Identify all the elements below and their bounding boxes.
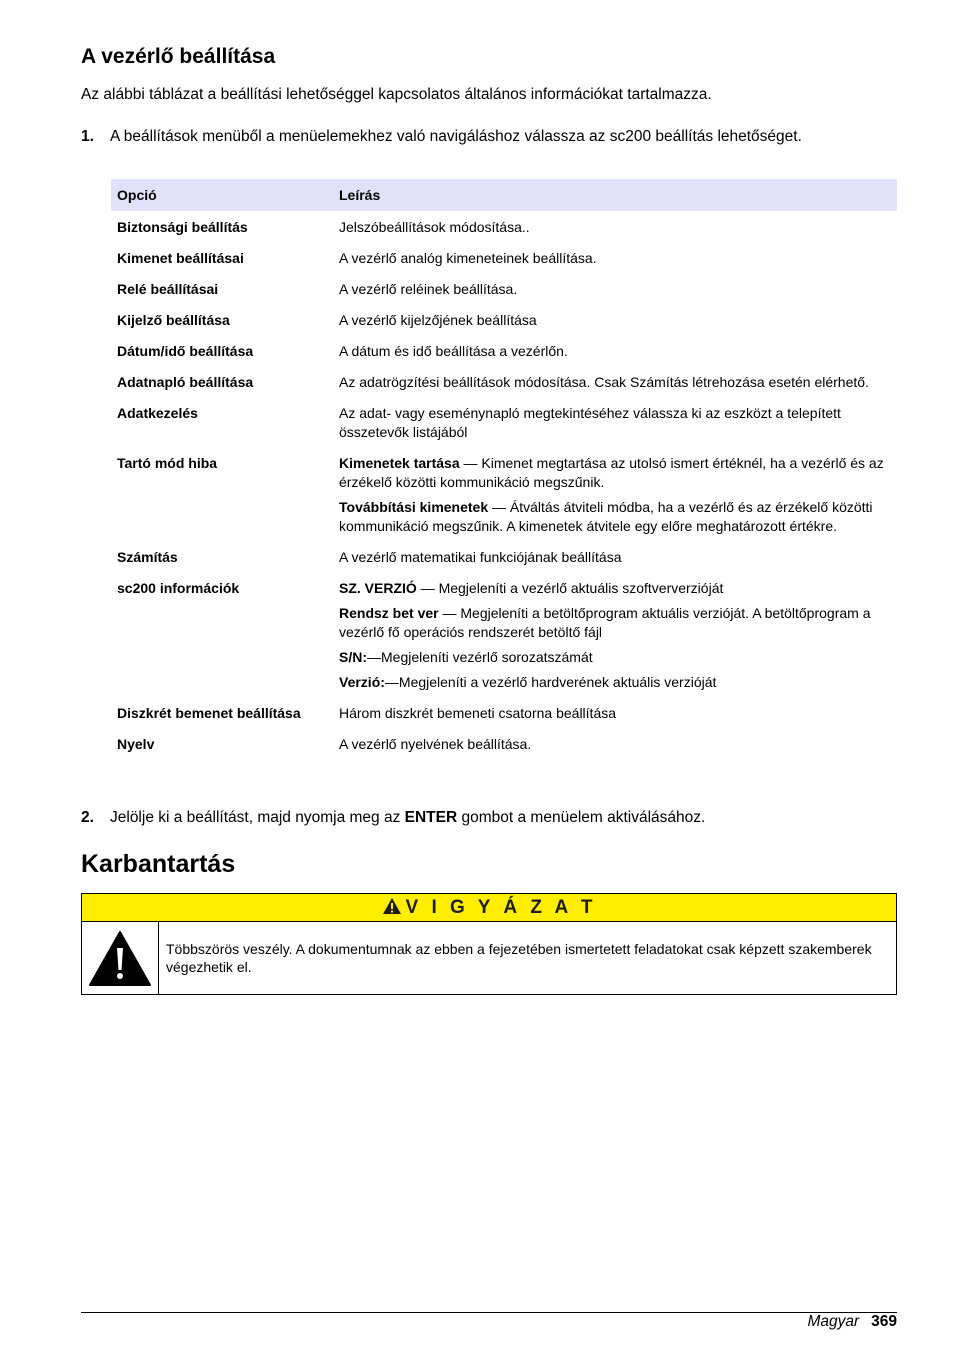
- description-term: Továbbítási kimenetek: [339, 499, 489, 515]
- table-row: [111, 242, 897, 273]
- option-name: Kimenet beállításai: [117, 250, 244, 266]
- table-row: [111, 447, 897, 541]
- description-text: — Megjeleníti a vezérlő aktuális szoftververzióját: [416, 580, 724, 596]
- table-row: [111, 728, 897, 759]
- warning-small-icon: [382, 897, 402, 915]
- table-row: [111, 335, 897, 366]
- description-text: A vezérlő matematikai funkciójának beállítása: [339, 549, 622, 565]
- description-paragraph: [339, 342, 891, 361]
- description-paragraph: [339, 498, 891, 536]
- footer-rule: [81, 1312, 897, 1313]
- option-description: [333, 211, 897, 242]
- description-term: S/N:: [339, 649, 367, 665]
- description-text: A vezérlő analóg kimeneteinek beállítása.: [339, 250, 597, 266]
- description-text: — Megjeleníti a betöltőprogram aktuális verzióját. A betöltőprogram a vezérlő fő operációs rendszerét betöltő fájl: [339, 605, 871, 640]
- description-text: — Kimenet megtartása az utolsó ismert értéknél, ha a vezérlő és az érzékelő közötti kommunikáció megszűnik.: [339, 455, 884, 490]
- description-paragraph: [339, 648, 891, 667]
- description-text: —Megjeleníti a vezérlő hardverének aktuális verzióját: [384, 674, 717, 690]
- option-description: [333, 728, 897, 759]
- table-row: [111, 366, 897, 397]
- table-row: [111, 304, 897, 335]
- description-term: Kimenetek tartása: [339, 455, 460, 471]
- option-description: [333, 447, 897, 541]
- description-paragraph: [339, 579, 891, 598]
- description-paragraph: [339, 704, 891, 723]
- option-description: [333, 242, 897, 273]
- column-header-description: Leírás: [333, 179, 897, 211]
- description-text: A dátum és idő beállítása a vezérlőn.: [339, 343, 568, 359]
- option-description: [333, 273, 897, 304]
- table-row: [111, 397, 897, 447]
- description-term: Rendsz bet ver: [339, 605, 439, 621]
- option-description: [333, 697, 897, 728]
- enter-key-label: ENTER: [404, 809, 458, 826]
- option-name: Biztonsági beállítás: [117, 219, 248, 235]
- description-text: A vezérlő kijelzőjének beállítása: [339, 312, 537, 328]
- section-title: A vezérlő beállítása: [81, 45, 276, 68]
- description-paragraph: [339, 454, 891, 492]
- option-name: Dátum/idő beállítása: [117, 343, 254, 359]
- description-paragraph: [339, 218, 891, 237]
- step-text-part: gombot a menüelem aktiválásához.: [457, 809, 706, 826]
- option-description: [333, 366, 897, 397]
- step-text: A beállítások menüből a menüelemekhez való navigáláshoz válassza az sc200 beállítás lehetőséget.: [110, 128, 802, 145]
- option-description: [333, 397, 897, 447]
- step-number: 2.: [81, 809, 94, 826]
- caution-header: [82, 894, 896, 922]
- description-paragraph: [339, 673, 891, 692]
- description-paragraph: [339, 404, 891, 442]
- table-header-row: [111, 179, 897, 211]
- table-row: [111, 572, 897, 697]
- description-text: —Megjeleníti vezérlő sorozatszámát: [367, 649, 593, 665]
- option-description: [333, 335, 897, 366]
- description-text: — Átváltás átviteli módba, ha a vezérlő és az érzékelő közötti kommunikáció megszűnik. A kimenetek átvitele egy előre meghatározott értékre.: [339, 499, 873, 534]
- table-row: [111, 697, 897, 728]
- option-description: [333, 304, 897, 335]
- description-paragraph: [339, 548, 891, 567]
- option-name: Relé beállításai: [117, 281, 219, 297]
- description-text: Három diszkrét bemeneti csatorna beállítása: [339, 705, 617, 721]
- column-header-option: Opció: [111, 179, 333, 211]
- intro-text: Az alábbi táblázat a beállítási lehetőséggel kapcsolatos általános információkat tartalmazza.: [81, 86, 712, 103]
- description-text: A vezérlő reléinek beállítása.: [339, 281, 518, 297]
- description-term: SZ. VERZIÓ: [339, 580, 417, 596]
- option-name: Számítás: [117, 549, 178, 565]
- caution-box: [81, 893, 897, 995]
- page-number: 369: [871, 1313, 897, 1330]
- option-name: Adatkezelés: [117, 405, 198, 421]
- option-name: Adatnapló beállítása: [117, 374, 254, 390]
- description-paragraph: [339, 280, 891, 299]
- description-text: Az adatrögzítési beállítások módosítása. Csak Számítás létrehozása esetén elérhető.: [339, 374, 869, 390]
- table-row: [111, 211, 897, 242]
- description-paragraph: [339, 249, 891, 268]
- footer-language: Magyar: [807, 1313, 860, 1330]
- option-description: [333, 541, 897, 572]
- main-title: Karbantartás: [81, 850, 236, 878]
- description-paragraph: [339, 604, 891, 642]
- description-text: A vezérlő nyelvének beállítása.: [339, 736, 532, 752]
- warning-triangle-icon: [88, 930, 152, 988]
- step-text-part: Jelölje ki a beállítást, majd nyomja meg az: [110, 809, 405, 826]
- option-name: Nyelv: [117, 736, 155, 752]
- option-description: [333, 572, 897, 697]
- page-footer: [807, 1313, 897, 1331]
- description-text: Jelszóbeállítások módosítása..: [339, 219, 530, 235]
- step-number: 1.: [81, 128, 94, 145]
- caution-message: Többszörös veszély. A dokumentumnak az ebben a fejezetében ismertetett feladatokat csak képzett szakemberek végezhetik el.: [166, 941, 872, 975]
- options-table: [111, 179, 897, 759]
- table-row: [111, 541, 897, 572]
- option-name: Tartó mód hiba: [117, 455, 218, 471]
- table-row: [111, 273, 897, 304]
- description-paragraph: [339, 735, 891, 754]
- option-name: sc200 információk: [117, 580, 240, 596]
- caution-label: V I G Y Á Z A T: [405, 897, 597, 918]
- description-paragraph: [339, 373, 891, 392]
- option-name: Kijelző beállítása: [117, 312, 230, 328]
- description-term: Verzió:: [339, 674, 385, 690]
- option-name: Diszkrét bemenet beállítása: [117, 705, 301, 721]
- description-text: Az adat- vagy eseménynapló megtekintéséhez válassza ki az eszközt a telepített összetevők listájából: [339, 405, 841, 440]
- caution-icon-cell: [82, 922, 159, 994]
- step-text: [110, 808, 870, 828]
- description-paragraph: [339, 311, 891, 330]
